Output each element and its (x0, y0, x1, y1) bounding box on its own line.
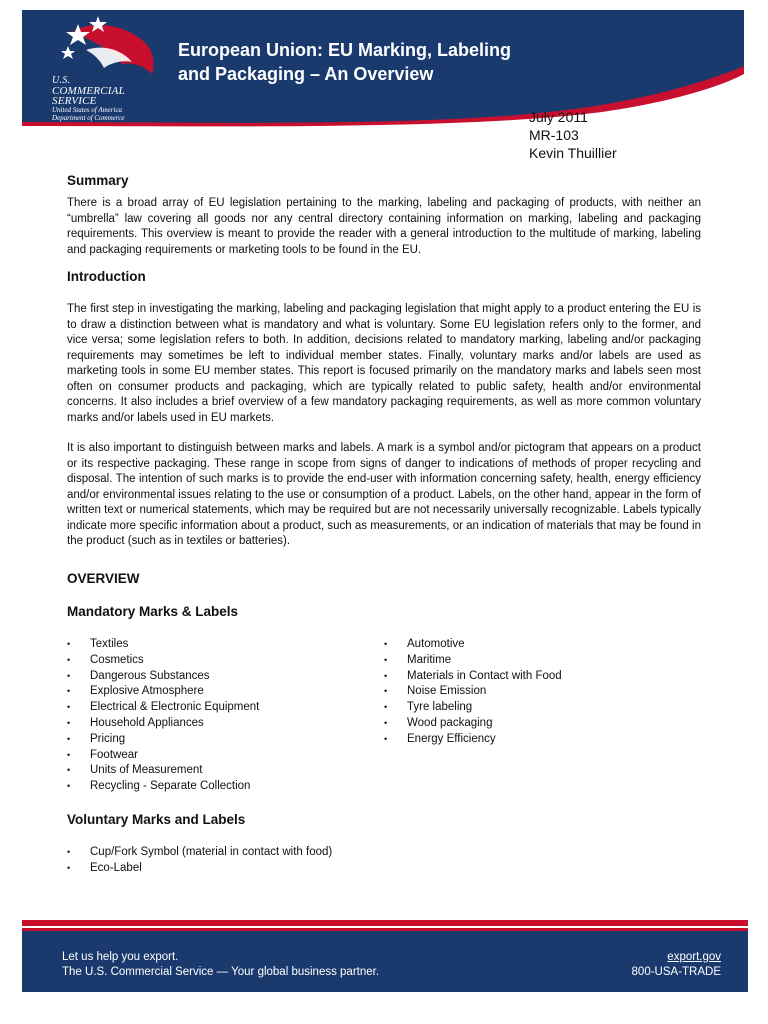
footer-bar (22, 920, 748, 992)
list-item (67, 684, 377, 700)
bullet-icon: • (67, 733, 71, 744)
list-item-label: Dangerous Substances (90, 669, 210, 682)
footer-tagline-2: The U.S. Commercial Service — Your global business partner. (62, 966, 380, 978)
logo-line-us: U.S. (52, 75, 71, 86)
bullet-icon: • (67, 670, 71, 681)
summary-text: There is a broad array of EU legislation pertaining to the marking, labeling and packaging of products, with neither an “umbrella” law covering all goods nor any central directory containing information on marking, labeling and packaging requirements. This overview is meant to provide the reader with a general introduction to the multitude of marking, labeling and packaging requirements or marketing tools to be found in the EU. (67, 197, 701, 256)
list-item (67, 763, 377, 779)
title-line-1: European Union: EU Marking, Labeling (178, 40, 512, 60)
bullet-icon: • (384, 733, 388, 744)
list-item (67, 669, 377, 685)
bullet-icon: • (384, 654, 388, 665)
list-item (67, 653, 377, 669)
overview-heading: OVERVIEW (67, 571, 140, 586)
list-item (67, 637, 377, 653)
mandatory-list-1 (67, 637, 377, 795)
summary-heading: Summary (67, 173, 129, 188)
report-author: Kevin Thuillier (529, 145, 617, 161)
list-item (67, 861, 701, 877)
list-item-label: Explosive Atmosphere (90, 685, 204, 698)
introduction-paragraph-1: The first step in investigating the marking, labeling and packaging legislation that might apply to a product entering the EU is to draw a distinction between what is mandatory and what is voluntary. Some EU legislation refers only to the former, and vice versa; some legislation refers to both. In addition, decisions related to mandatory marking, labeling and/or packaging requirements may sometimes be left to individual member states. Finally, voluntary marks and/or labels are used as marketing tools in some EU member states. This report is focused primarily on the mandatory marks and labels seen most often on consumer products and packaging, which are typically related to public safety, health and/or environmental concerns. It also includes a brief overview of a few mandatory packaging requirements, as well as more common voluntary marks and/or labels used in EU markets. (67, 303, 701, 424)
footer-stripe-red-2 (22, 928, 748, 931)
list-item-label: Footwear (90, 748, 138, 761)
list-item-label: Cup/Fork Symbol (material in contact with food) (90, 846, 333, 858)
list-item (67, 779, 377, 795)
mandatory-list-col1 (67, 637, 377, 795)
list-item-label: Noise Emission (407, 685, 487, 698)
bullet-icon: • (67, 717, 71, 728)
list-item-label: Maritime (407, 653, 452, 666)
bullet-icon: • (67, 654, 71, 665)
introduction-paragraph-2: It is also important to distinguish between marks and labels. A mark is a symbol and/or pictogram that appears on a product or its respective packaging. These range in scope from signs of danger to indications of methods of proper recycling and disposal. The intention of such marks is to provide the end-user with information concerning safety, health, energy efficiency and/or environmental issues relating to the use or consumption of a product. Labels, on the other hand, appear in the form of written text or numerical statements, which may be required but are not necessarily universally recognizable. Labels typically indicate more specific information about a product, such as measurements, or an indication of materials that may be found in the product (such as in textiles or batteries). (67, 442, 701, 547)
bullet-icon: • (67, 765, 71, 776)
list-item-label: Wood packaging (407, 716, 493, 729)
report-meta (529, 108, 617, 162)
title-line-2: and Packaging – An Overview (178, 64, 434, 84)
footer-contact (632, 950, 721, 980)
list-item-label: Energy Efficiency (407, 732, 496, 745)
list-item-label: Household Appliances (90, 716, 204, 729)
bullet-icon: • (67, 749, 71, 760)
voluntary-list (67, 845, 701, 877)
bullet-icon: • (67, 702, 71, 713)
list-item (384, 653, 694, 669)
list-item (384, 637, 694, 653)
bullet-icon: • (384, 702, 388, 713)
report-date: July 2011 (529, 109, 588, 125)
footer-tagline (62, 950, 379, 980)
summary-section (67, 172, 701, 258)
bullet-icon: • (384, 686, 388, 697)
footer-tagline-1: Let us help you export. (62, 951, 179, 963)
bullet-icon: • (67, 686, 71, 697)
list-item (67, 845, 701, 861)
logo-line-doc: Department of Commerce (52, 114, 125, 122)
voluntary-section (67, 811, 701, 829)
logo-line-commercial: COMMERCIAL (52, 85, 125, 97)
logo-line-usa: United States of America (52, 106, 123, 114)
list-item (67, 700, 377, 716)
list-item-label: Recycling - Separate Collection (90, 780, 251, 793)
bullet-icon: • (67, 847, 71, 857)
bullet-icon: • (384, 639, 388, 649)
document-title (178, 38, 698, 86)
list-item-label: Textiles (90, 638, 129, 650)
list-item-label: Electrical & Electronic Equipment (90, 701, 260, 714)
mandatory-list-col2 (384, 637, 694, 748)
introduction-section (67, 268, 701, 550)
bullet-icon: • (384, 717, 388, 728)
bullet-icon: • (384, 670, 388, 681)
list-item-label: Eco-Label (90, 861, 142, 874)
list-item (67, 732, 377, 748)
list-item (67, 716, 377, 732)
voluntary-heading: Voluntary Marks and Labels (67, 812, 246, 827)
list-item-label: Units of Measurement (90, 764, 203, 777)
list-item-label: Automotive (407, 638, 465, 650)
list-item (384, 684, 694, 700)
list-item-label: Cosmetics (90, 653, 144, 666)
bullet-icon: • (67, 781, 71, 792)
list-item (384, 669, 694, 685)
overview-section (67, 570, 701, 588)
mandatory-section (67, 603, 701, 621)
list-item-label: Tyre labeling (407, 701, 473, 714)
bullet-icon: • (67, 639, 71, 649)
list-item (384, 732, 694, 748)
list-item-label: Pricing (90, 732, 126, 745)
introduction-heading: Introduction (67, 269, 146, 284)
footer-phone: 800-USA-TRADE (631, 966, 721, 978)
report-id: MR-103 (529, 127, 579, 143)
bullet-icon: • (67, 862, 71, 873)
header-banner (22, 10, 744, 128)
mandatory-heading: Mandatory Marks & Labels (67, 604, 239, 619)
list-item (384, 700, 694, 716)
voluntary-list-wrap (67, 845, 701, 877)
logo-line-service: SERVICE (52, 95, 97, 107)
list-item-label: Materials in Contact with Food (407, 669, 562, 682)
list-item (384, 716, 694, 732)
mandatory-list-2 (384, 637, 694, 748)
logo-wordmark (52, 76, 125, 122)
list-item (67, 748, 377, 764)
footer-website-link[interactable]: export.gov (667, 951, 721, 963)
